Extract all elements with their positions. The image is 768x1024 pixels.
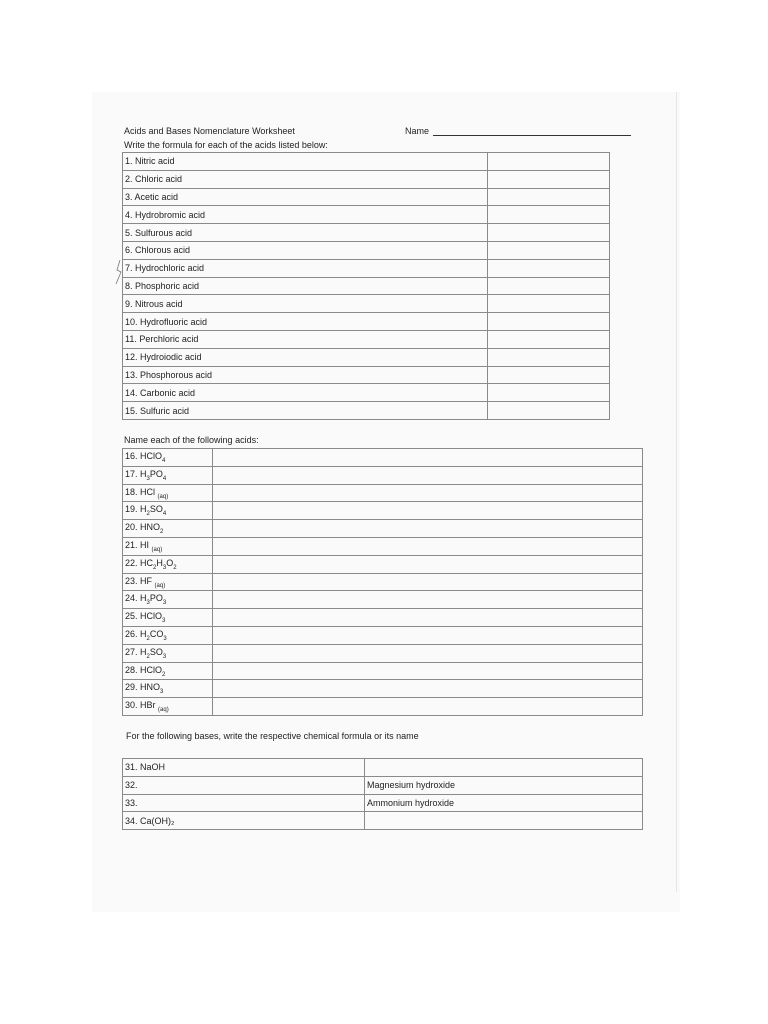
table-row [123, 484, 643, 502]
base-left-cell[interactable]: 32. [123, 776, 365, 794]
formula-part: PO [149, 593, 163, 604]
item-number: 24. [125, 593, 138, 604]
formula-subscript: 2 [146, 511, 150, 518]
acid-formula-cell [123, 449, 213, 467]
item-number: 22. [125, 557, 138, 568]
base-right-cell[interactable] [365, 812, 643, 830]
item-number: 25. [125, 611, 138, 622]
table-row [123, 609, 643, 627]
name-answer-cell[interactable] [213, 644, 643, 662]
name-answer-cell[interactable] [213, 520, 643, 538]
acid-name-cell: 11. Perchloric acid [123, 330, 488, 348]
formula-part: HBr [140, 700, 159, 711]
table-row [123, 537, 643, 555]
formula-subscript: 2 [146, 653, 150, 660]
formula-answer-cell[interactable] [488, 384, 610, 402]
formula-answer-cell[interactable] [488, 153, 610, 171]
table-row [123, 644, 643, 662]
name-answer-cell[interactable] [213, 698, 643, 716]
formula-part: H [140, 628, 147, 639]
acid-name-cell: 14. Carbonic acid [123, 384, 488, 402]
acid-name-cell: 2. Chloric acid [123, 170, 488, 188]
table-row [123, 573, 643, 591]
table-row [123, 348, 610, 366]
formula-part: HC [140, 557, 154, 568]
page-edge-line [676, 92, 677, 892]
table-row [123, 366, 610, 384]
formula-part: H [140, 593, 147, 604]
base-right-cell: Magnesium hydroxide [365, 776, 643, 794]
table-row [123, 241, 610, 259]
formula-subscript: 2 [160, 528, 164, 535]
table-row [123, 295, 610, 313]
item-number: 29. [125, 682, 138, 693]
acid-formula-cell [123, 520, 213, 538]
name-answer-cell[interactable] [213, 466, 643, 484]
table-row [123, 794, 643, 812]
item-number: 27. [125, 646, 138, 657]
formula-answer-cell[interactable] [488, 170, 610, 188]
acid-formula-cell [123, 537, 213, 555]
acid-name-cell: 1. Nitric acid [123, 153, 488, 171]
acid-formula-cell [123, 698, 213, 716]
formula-subscript: 3 [146, 475, 150, 482]
acid-name-table [122, 448, 643, 716]
formula-part: HF [140, 575, 155, 586]
table-row [123, 776, 643, 794]
acid-formula-cell [123, 591, 213, 609]
table-row [123, 188, 610, 206]
table-row [123, 259, 610, 277]
acid-name-cell: 6. Chlorous acid [123, 241, 488, 259]
name-answer-cell[interactable] [213, 662, 643, 680]
acid-formula-cell [123, 484, 213, 502]
formula-part: H [140, 646, 147, 657]
formula-subscript: (aq) [154, 582, 166, 589]
acid-name-cell: 3. Acetic acid [123, 188, 488, 206]
formula-subscript: 4 [162, 457, 166, 464]
formula-answer-cell[interactable] [488, 259, 610, 277]
formula-subscript: 4 [162, 511, 167, 518]
formula-part: O [166, 557, 174, 568]
formula-answer-cell[interactable] [488, 241, 610, 259]
formula-answer-cell[interactable] [488, 277, 610, 295]
acid-name-cell: 10. Hydrofluoric acid [123, 313, 488, 331]
table-row [123, 555, 643, 573]
name-blank-line[interactable] [433, 135, 631, 136]
name-answer-cell[interactable] [213, 449, 643, 467]
instruction-bases: For the following bases, write the respective chemical formula or its name [126, 731, 419, 741]
table-row [123, 591, 643, 609]
formula-answer-cell[interactable] [488, 295, 610, 313]
table-row [123, 466, 643, 484]
formula-part: HClO [140, 451, 163, 461]
formula-subscript: (aq) [158, 706, 169, 713]
formula-subscript: 3 [146, 600, 150, 607]
table-row [123, 626, 643, 644]
acid-formula-cell [123, 644, 213, 662]
formula-answer-cell[interactable] [488, 224, 610, 242]
instruction-name-acids: Name each of the following acids: [124, 435, 259, 445]
formula-answer-cell[interactable] [488, 348, 610, 366]
formula-answer-cell[interactable] [488, 206, 610, 224]
formula-part: PO [149, 468, 163, 479]
name-answer-cell[interactable] [213, 555, 643, 573]
acid-formula-cell [123, 502, 213, 520]
acid-name-cell: 15. Sulfuric acid [123, 402, 488, 420]
bases-table [122, 758, 643, 830]
acid-name-cell: 12. Hydroiodic acid [123, 348, 488, 366]
name-answer-cell[interactable] [213, 626, 643, 644]
acid-name-cell: 4. Hydrobromic acid [123, 206, 488, 224]
acid-formula-table [122, 152, 610, 420]
formula-answer-cell[interactable] [488, 330, 610, 348]
formula-subscript: 2 [173, 564, 177, 571]
table-row [123, 698, 643, 716]
item-number: 18. [125, 486, 138, 497]
acid-formula-cell [123, 573, 213, 591]
item-number: 30. [125, 700, 138, 711]
item-number: 16. [125, 451, 138, 461]
formula-part: HNO [140, 682, 161, 693]
formula-subscript: 2 [153, 564, 157, 571]
table-row [123, 206, 610, 224]
acid-name-cell: 8. Phosphoric acid [123, 277, 488, 295]
formula-subscript: 3 [163, 635, 167, 642]
formula-subscript: (aq) [157, 493, 169, 500]
formula-subscript: 4 [162, 475, 167, 482]
formula-part: H [140, 468, 147, 479]
name-answer-cell[interactable] [213, 537, 643, 555]
formula-part: HI [140, 539, 152, 550]
instruction-formula: Write the formula for each of the acids listed below: [124, 140, 328, 150]
item-number: 20. [125, 522, 138, 533]
table-row [123, 680, 643, 698]
acid-name-cell: 9. Nitrous acid [123, 295, 488, 313]
item-number: 23. [125, 575, 138, 586]
table-row [123, 812, 643, 830]
acid-name-cell: 7. Hydrochloric acid [123, 259, 488, 277]
table-row [123, 759, 643, 777]
formula-part: HCl [140, 486, 158, 497]
name-answer-cell[interactable] [213, 484, 643, 502]
formula-part: CO [149, 628, 164, 639]
acid-formula-cell [123, 609, 213, 627]
acid-name-cell: 13. Phosphorous acid [123, 366, 488, 384]
base-right-cell[interactable] [365, 759, 643, 777]
base-left-cell[interactable]: 33. [123, 794, 365, 812]
formula-answer-cell[interactable] [488, 366, 610, 384]
table-row [123, 277, 610, 295]
formula-subscript: (aq) [151, 546, 163, 553]
name-answer-cell[interactable] [213, 573, 643, 591]
formula-subscript: 3 [162, 617, 166, 624]
base-left-cell: 34. Ca(OH)₂ [123, 812, 365, 830]
table-row [123, 313, 610, 331]
formula-part: SO [149, 646, 163, 657]
formula-answer-cell[interactable] [488, 402, 610, 420]
formula-subscript: 3 [162, 564, 167, 571]
item-number: 26. [125, 628, 138, 639]
table-row [123, 170, 610, 188]
acid-name-cell: 5. Sulfurous acid [123, 224, 488, 242]
name-answer-cell[interactable] [213, 680, 643, 698]
table-row [123, 153, 610, 171]
formula-part: H [156, 557, 163, 568]
formula-part: HClO [140, 664, 163, 675]
formula-subscript: 2 [146, 635, 150, 642]
formula-subscript: 3 [160, 689, 164, 696]
formula-part: H [140, 504, 147, 515]
formula-answer-cell[interactable] [488, 188, 610, 206]
name-answer-cell[interactable] [213, 502, 643, 520]
table-row [123, 502, 643, 520]
table-row [123, 402, 610, 420]
table-row [123, 330, 610, 348]
formula-answer-cell[interactable] [488, 313, 610, 331]
name-answer-cell[interactable] [213, 609, 643, 627]
name-answer-cell[interactable] [213, 591, 643, 609]
table-row [123, 449, 643, 467]
formula-part: HNO [140, 522, 161, 533]
worksheet-title: Acids and Bases Nomenclature Worksheet [124, 126, 295, 136]
item-number: 19. [125, 504, 138, 515]
formula-subscript: 3 [162, 600, 167, 607]
table-row [123, 520, 643, 538]
formula-subscript: 3 [162, 653, 167, 660]
table-row [123, 224, 610, 242]
table-row [123, 662, 643, 680]
acid-formula-cell [123, 466, 213, 484]
acid-formula-cell [123, 555, 213, 573]
table-row [123, 384, 610, 402]
item-number: 21. [125, 539, 138, 550]
name-label: Name [405, 126, 430, 136]
item-number: 17. [125, 468, 138, 479]
item-number: 28. [125, 664, 138, 675]
acid-formula-cell [123, 680, 213, 698]
base-left-cell: 31. NaOH [123, 759, 365, 777]
formula-part: SO [149, 504, 163, 515]
acid-formula-cell [123, 662, 213, 680]
formula-subscript: 2 [162, 671, 166, 678]
base-right-cell: Ammonium hydroxide [365, 794, 643, 812]
acid-formula-cell [123, 626, 213, 644]
formula-part: HClO [140, 611, 163, 622]
